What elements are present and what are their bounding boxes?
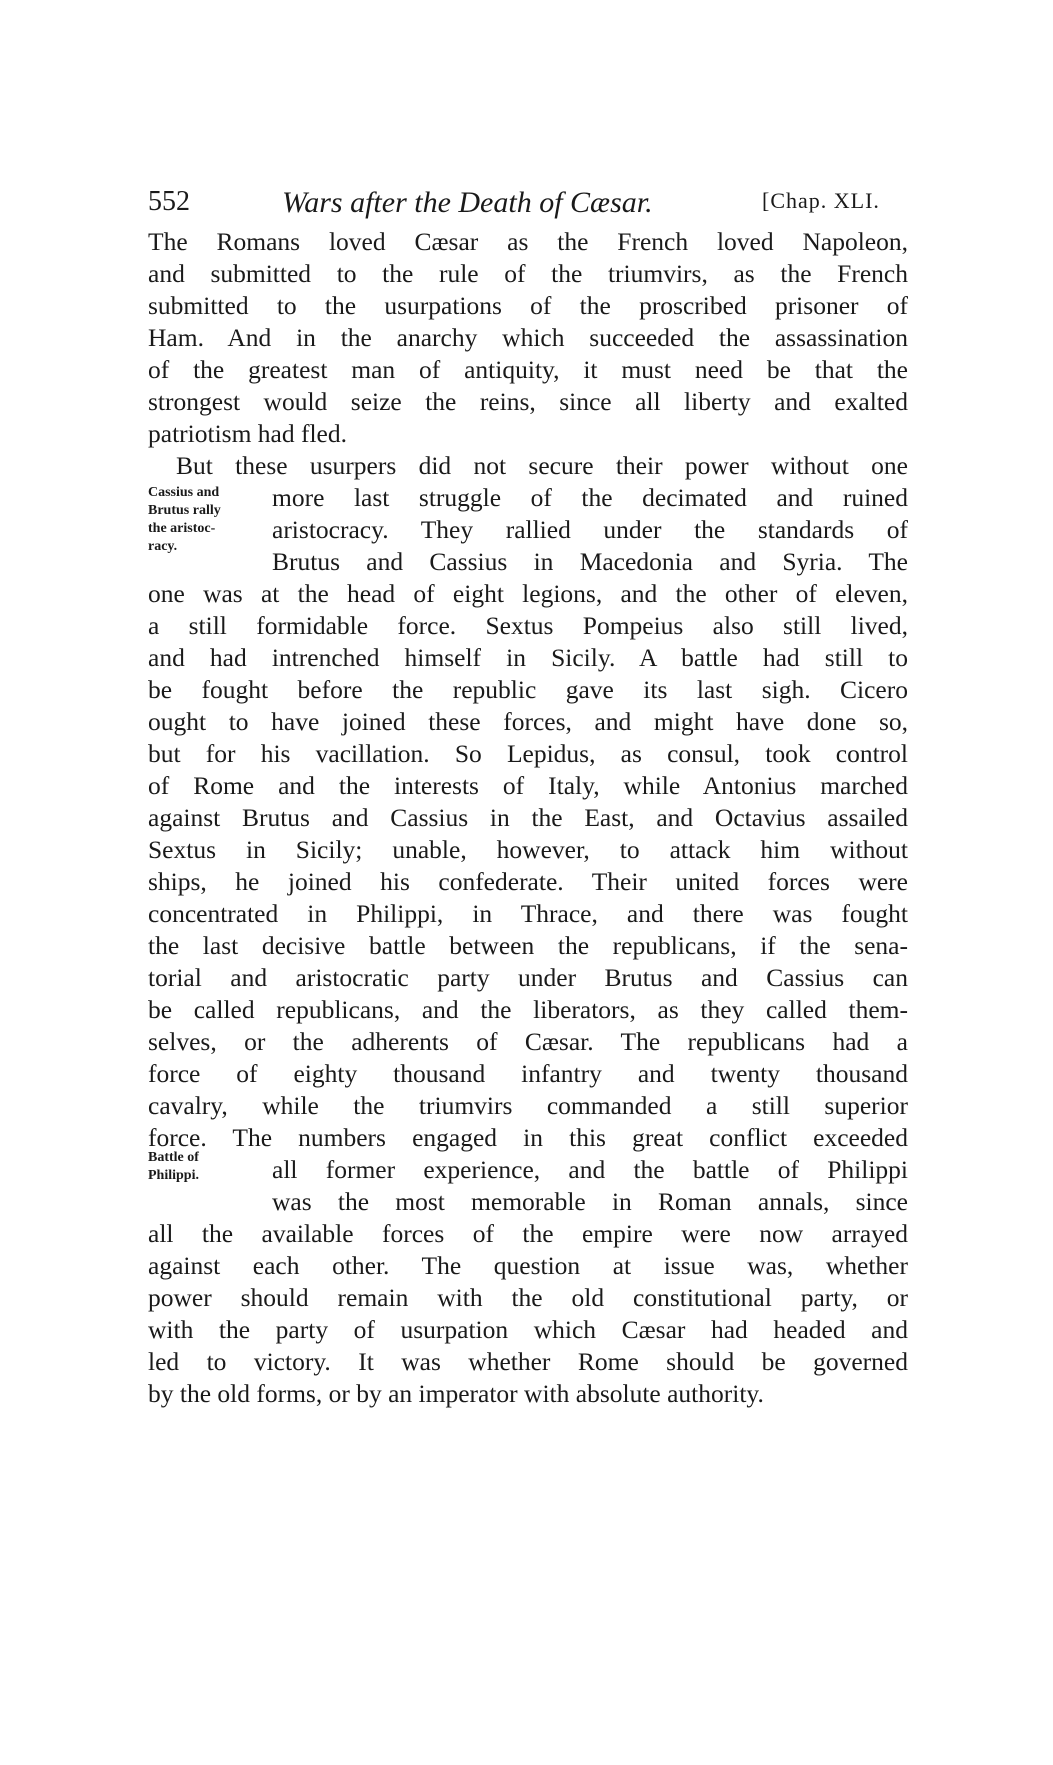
text-line: one was at the head of eight legions, and the other of eleven, [148, 579, 908, 608]
text-line: submitted to the usurpations of the proscribed prisoner of [148, 291, 908, 320]
text-line: of Rome and the interests of Italy, while Antonius marched [148, 771, 908, 800]
text-line: the last decisive battle between the republicans, if the sena- [148, 931, 908, 960]
text-line: patriotism had fled. [148, 419, 347, 448]
text-line: power should remain with the old constitutional party, or [148, 1283, 908, 1312]
text-line: ought to have joined these forces, and might have done so, [148, 707, 908, 736]
text-line: was the most memorable in Roman annals, since [272, 1187, 908, 1216]
text-line: Sextus in Sicily; unable, however, to attack him without [148, 835, 908, 864]
text-line: against each other. The question at issue was, whether [148, 1251, 908, 1280]
text-line: by the old forms, or by an imperator with absolute authority. [148, 1379, 764, 1408]
text-line: concentrated in Philippi, in Thrace, and there was fought [148, 899, 908, 928]
text-line: all former experience, and the battle of Philippi [272, 1155, 908, 1184]
text-line: and submitted to the rule of the triumvirs, as the French [148, 259, 908, 288]
text-line: with the party of usurpation which Cæsar had headed and [148, 1315, 908, 1344]
text-line: ships, he joined his confederate. Their united forces were [148, 867, 908, 896]
text-line: The Romans loved Cæsar as the French loved Napoleon, [148, 227, 908, 256]
text-line: a still formidable force. Sextus Pompeius also still lived, [148, 611, 908, 640]
text-line: cavalry, while the triumvirs commanded a still superior [148, 1091, 908, 1120]
page-number: 552 [148, 186, 190, 217]
text-line: strongest would seize the reins, since all liberty and exalted [148, 387, 908, 416]
text-line: Brutus and Cassius in Macedonia and Syria. The [272, 547, 908, 576]
text-line: torial and aristocratic party under Brutus and Cassius can [148, 963, 908, 992]
chapter-reference: [Chap. XLI. [762, 188, 880, 213]
text-line: all the available forces of the empire were now arrayed [148, 1219, 908, 1248]
margin-note-cassius-brutus: Cassius and Brutus rally the aristoc- racy. [148, 485, 221, 554]
text-line: of the greatest man of antiquity, it must need be that the [148, 355, 908, 384]
page-header [148, 186, 918, 226]
text-line: be called republicans, and the liberators, as they called them- [148, 995, 908, 1024]
text-line: force. The numbers engaged in this great conflict exceeded [148, 1123, 908, 1152]
running-title: Wars after the Death of Cæsar. [282, 186, 653, 219]
text-line: force of eighty thousand infantry and twenty thousand [148, 1059, 908, 1088]
text-line: but for his vacillation. So Lepidus, as consul, took control [148, 739, 908, 768]
text-line: aristocracy. They rallied under the standards of [272, 515, 908, 544]
text-line: and had intrenched himself in Sicily. A battle had still to [148, 643, 908, 672]
text-line: against Brutus and Cassius in the East, and Octavius assailed [148, 803, 908, 832]
text-line: be fought before the republic gave its last sigh. Cicero [148, 675, 908, 704]
text-line: more last struggle of the decimated and ruined [272, 483, 908, 512]
text-line: selves, or the adherents of Cæsar. The republicans had a [148, 1027, 908, 1056]
text-line: Ham. And in the anarchy which succeeded the assassination [148, 323, 908, 352]
text-line: led to victory. It was whether Rome should be governed [148, 1347, 908, 1376]
text-line: But these usurpers did not secure their power without one [176, 451, 908, 480]
margin-note-battle-philippi: Battle of Philippi. [148, 1150, 199, 1183]
